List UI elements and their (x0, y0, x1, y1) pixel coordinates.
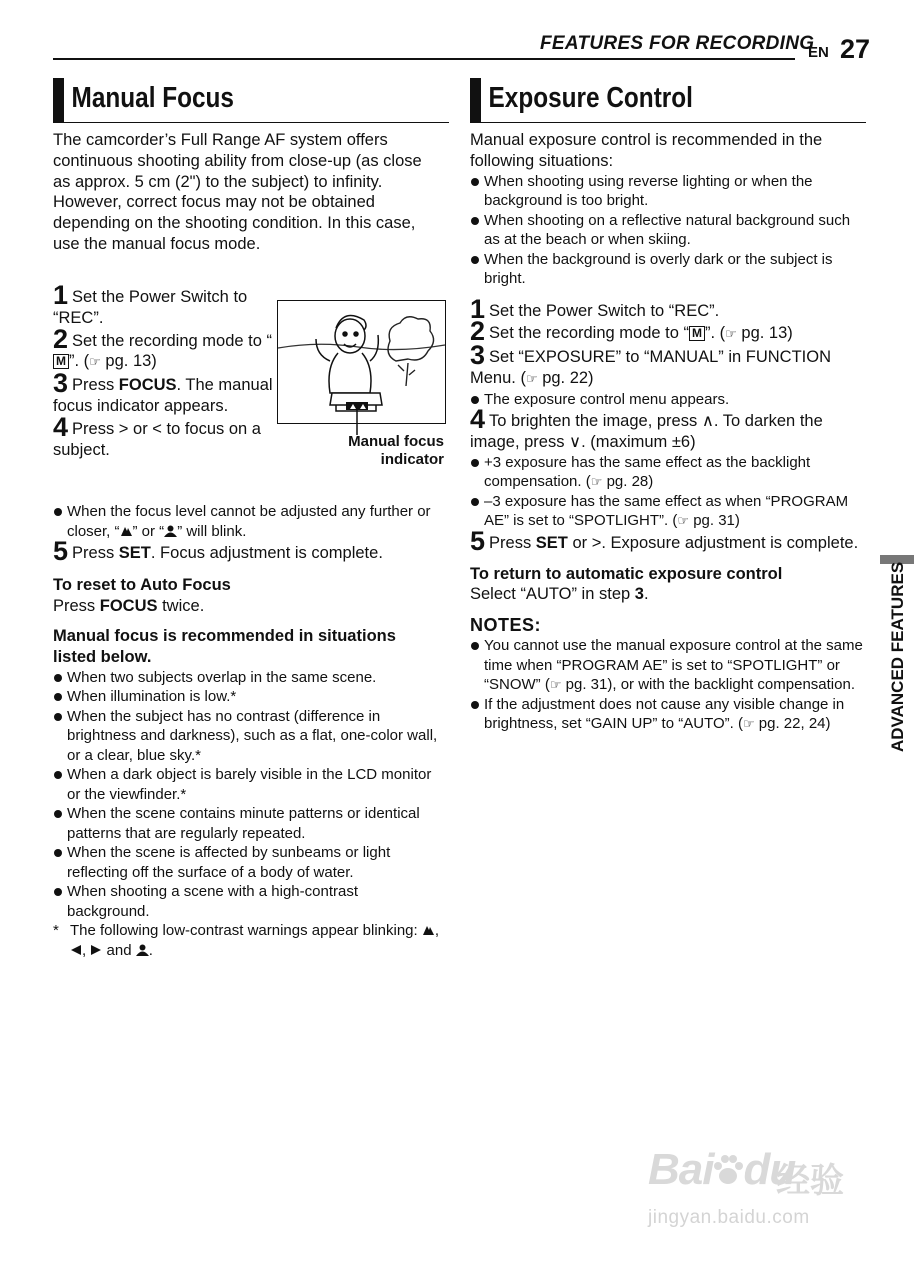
step-number: 5 (470, 525, 486, 556)
list-item: If the adjustment does not cause any visible change in brightness, set “GAIN UP” to “AUTO”. (☞ pg. 22, 24) (470, 695, 865, 734)
footnote: * The following low-contrast warnings appear blinking: , , and . (53, 922, 440, 959)
page-ref-icon: ☞ (590, 474, 603, 490)
intro-paragraph: However, correct focus may not be obtained depending on the shooting condition. In this case, use the manual focus mode. (53, 193, 416, 253)
manual-focus-steps-top (53, 280, 275, 460)
exposure-control-heading (470, 78, 866, 123)
step-4-notes (470, 453, 865, 531)
side-tab (888, 561, 907, 754)
step-number: 1 (470, 293, 486, 324)
step-number: 2 (53, 323, 69, 354)
near-focus-icon (136, 944, 149, 956)
up-arrow-icon: ∧ (701, 412, 714, 431)
list-item: When shooting using reverse lighting or when the background is too bright. (470, 172, 865, 211)
reset-text: Press FOCUS twice. (53, 596, 205, 615)
manual-focus-intro (53, 130, 443, 255)
page-ref-icon: ☞ (677, 513, 690, 529)
right-triangle-icon (90, 944, 102, 956)
watermark-cn: 经验 (776, 1162, 844, 1200)
step-2: 2 Set the recording mode to “ M ”. (☞ pg. 13) (470, 316, 793, 347)
step-number: 5 (53, 536, 69, 566)
list-item: When two subjects overlap in the same scene. (53, 668, 443, 688)
header-rule (53, 58, 795, 60)
list-item: –3 exposure has the same effect as when “PROGRAM AE” is set to “SPOTLIGHT”. (☞ pg. 31) (470, 492, 865, 531)
side-tab-label: ADVANCED FEATURES (888, 561, 907, 752)
far-focus-icon (422, 924, 435, 936)
step-5: 5 Press SET or >. Exposure adjustment is complete. (470, 525, 859, 556)
manual-mode-icon: M (53, 354, 69, 369)
manual-mode-icon: M (689, 326, 705, 341)
reset-heading: To reset to Auto Focus (53, 575, 231, 594)
left-arrow-icon: < (152, 419, 162, 438)
page-ref-icon: ☞ (725, 326, 737, 342)
notes-list (470, 636, 865, 734)
step-5: 5 Press SET. Focus adjustment is complete. (53, 536, 383, 566)
recommend-list (53, 668, 443, 961)
step-1: 1 Set the Power Switch to “REC”. (53, 280, 248, 327)
language-label: EN (808, 44, 829, 61)
list-item: When the subject has no contrast (difference in brightness and darkness), such as a flat, one-color wall, or a clear, blue sky.* (53, 707, 443, 766)
far-focus-icon (120, 525, 133, 537)
exposure-control-heading-text: Exposure Control (488, 82, 693, 114)
manual-focus-heading-text: Manual Focus (71, 82, 234, 114)
list-item: When the background is overly dark or the subject is bright. (470, 250, 865, 289)
step-3: 3 Set “EXPOSURE” to “MANUAL” in FUNCTION Menu. (☞ pg. 22) (470, 340, 831, 387)
list-item: When shooting a scene with a high-contrast background. (53, 882, 443, 921)
list-item: When the scene is affected by sunbeams or light reflecting off the surface of a body of water. (53, 843, 443, 882)
right-arrow-icon: > (118, 419, 129, 438)
list-item: You cannot use the manual exposure control at the same time when “PROGRAM AE” is set to “SPOTLIGHT” or “SNOW” (☞ pg. 31), or with the backlight compensation. (470, 636, 865, 695)
illustration-caption: Manual focus indicator (348, 433, 444, 468)
step-2: 2 Set the recording mode to “M ”. (☞ pg. 13) (53, 323, 272, 371)
intro-paragraph: The camcorder’s Full Range AF system offers continuous shooting ability from close-up (as close as approx. 5 cm (2") to the subject) to infinity. (53, 131, 422, 191)
page-ref-icon: ☞ (89, 354, 101, 370)
step-number: 4 (470, 404, 486, 435)
step-number: 3 (53, 368, 69, 399)
paw-icon (713, 1154, 743, 1186)
step-3: 3 Press FOCUS. The manual focus indicator appears. (53, 368, 273, 415)
page-ref-icon: ☞ (742, 716, 755, 732)
watermark-brand: Bai du (648, 1145, 796, 1194)
list-item: When illumination is low.* (53, 687, 443, 707)
step-3-note: The exposure control menu appears. (470, 390, 865, 410)
situation-list (470, 172, 865, 289)
exposure-control-body (470, 130, 865, 734)
step-4: 4 To brighten the image, press ∧. To darken the image, press ∨. (maximum ±6) (470, 404, 823, 452)
manual-focus-illustration (277, 300, 446, 424)
page-ref-icon: ☞ (525, 370, 538, 386)
near-focus-icon (164, 525, 177, 537)
intro-paragraph: Manual exposure control is recommended in the following situations: (470, 131, 823, 170)
step-number: 1 (53, 280, 69, 310)
list-item: +3 exposure has the same effect as the backlight compensation. (☞ pg. 28) (470, 453, 865, 492)
page-number: 27 (840, 34, 871, 64)
camcorder-scene-image (278, 301, 445, 423)
manual-focus-heading (53, 78, 449, 123)
step-number: 3 (470, 340, 486, 371)
down-arrow-icon: ∨ (569, 433, 582, 452)
callout-line (355, 409, 359, 435)
step-4-note: When the focus level cannot be adjusted any further or closer, “ ” or “ ” will blink. (53, 502, 443, 541)
recommend-heading: Manual focus is recommended in situations listed below. (53, 627, 396, 667)
running-header-title: FEATURES FOR RECORDING (540, 33, 815, 54)
list-item: When shooting on a reflective natural background such as at the beach or when skiing. (470, 211, 865, 250)
notes-heading: NOTES: (470, 615, 542, 636)
manual-focus-steps-bottom (53, 502, 443, 960)
step-number: 4 (53, 411, 69, 442)
step-number: 2 (470, 316, 486, 347)
step-4: 4 Press > or < to focus on a subject. (53, 411, 261, 459)
list-item: When the scene contains minute patterns or identical patterns that are regularly repeated. (53, 804, 443, 843)
baidu-watermark (648, 1145, 878, 1255)
list-item: When a dark object is barely visible in the LCD monitor or the viewfinder.* (53, 765, 443, 804)
left-triangle-icon (70, 944, 82, 956)
return-text: Select “AUTO” in step 3. (470, 585, 649, 604)
return-heading: To return to automatic exposure control (470, 564, 783, 583)
step-1: 1 Set the Power Switch to “REC”. (470, 293, 720, 324)
right-arrow-icon: > (591, 533, 602, 552)
page-ref-icon: ☞ (549, 677, 562, 693)
watermark-url: jingyan.baidu.com (648, 1207, 810, 1228)
